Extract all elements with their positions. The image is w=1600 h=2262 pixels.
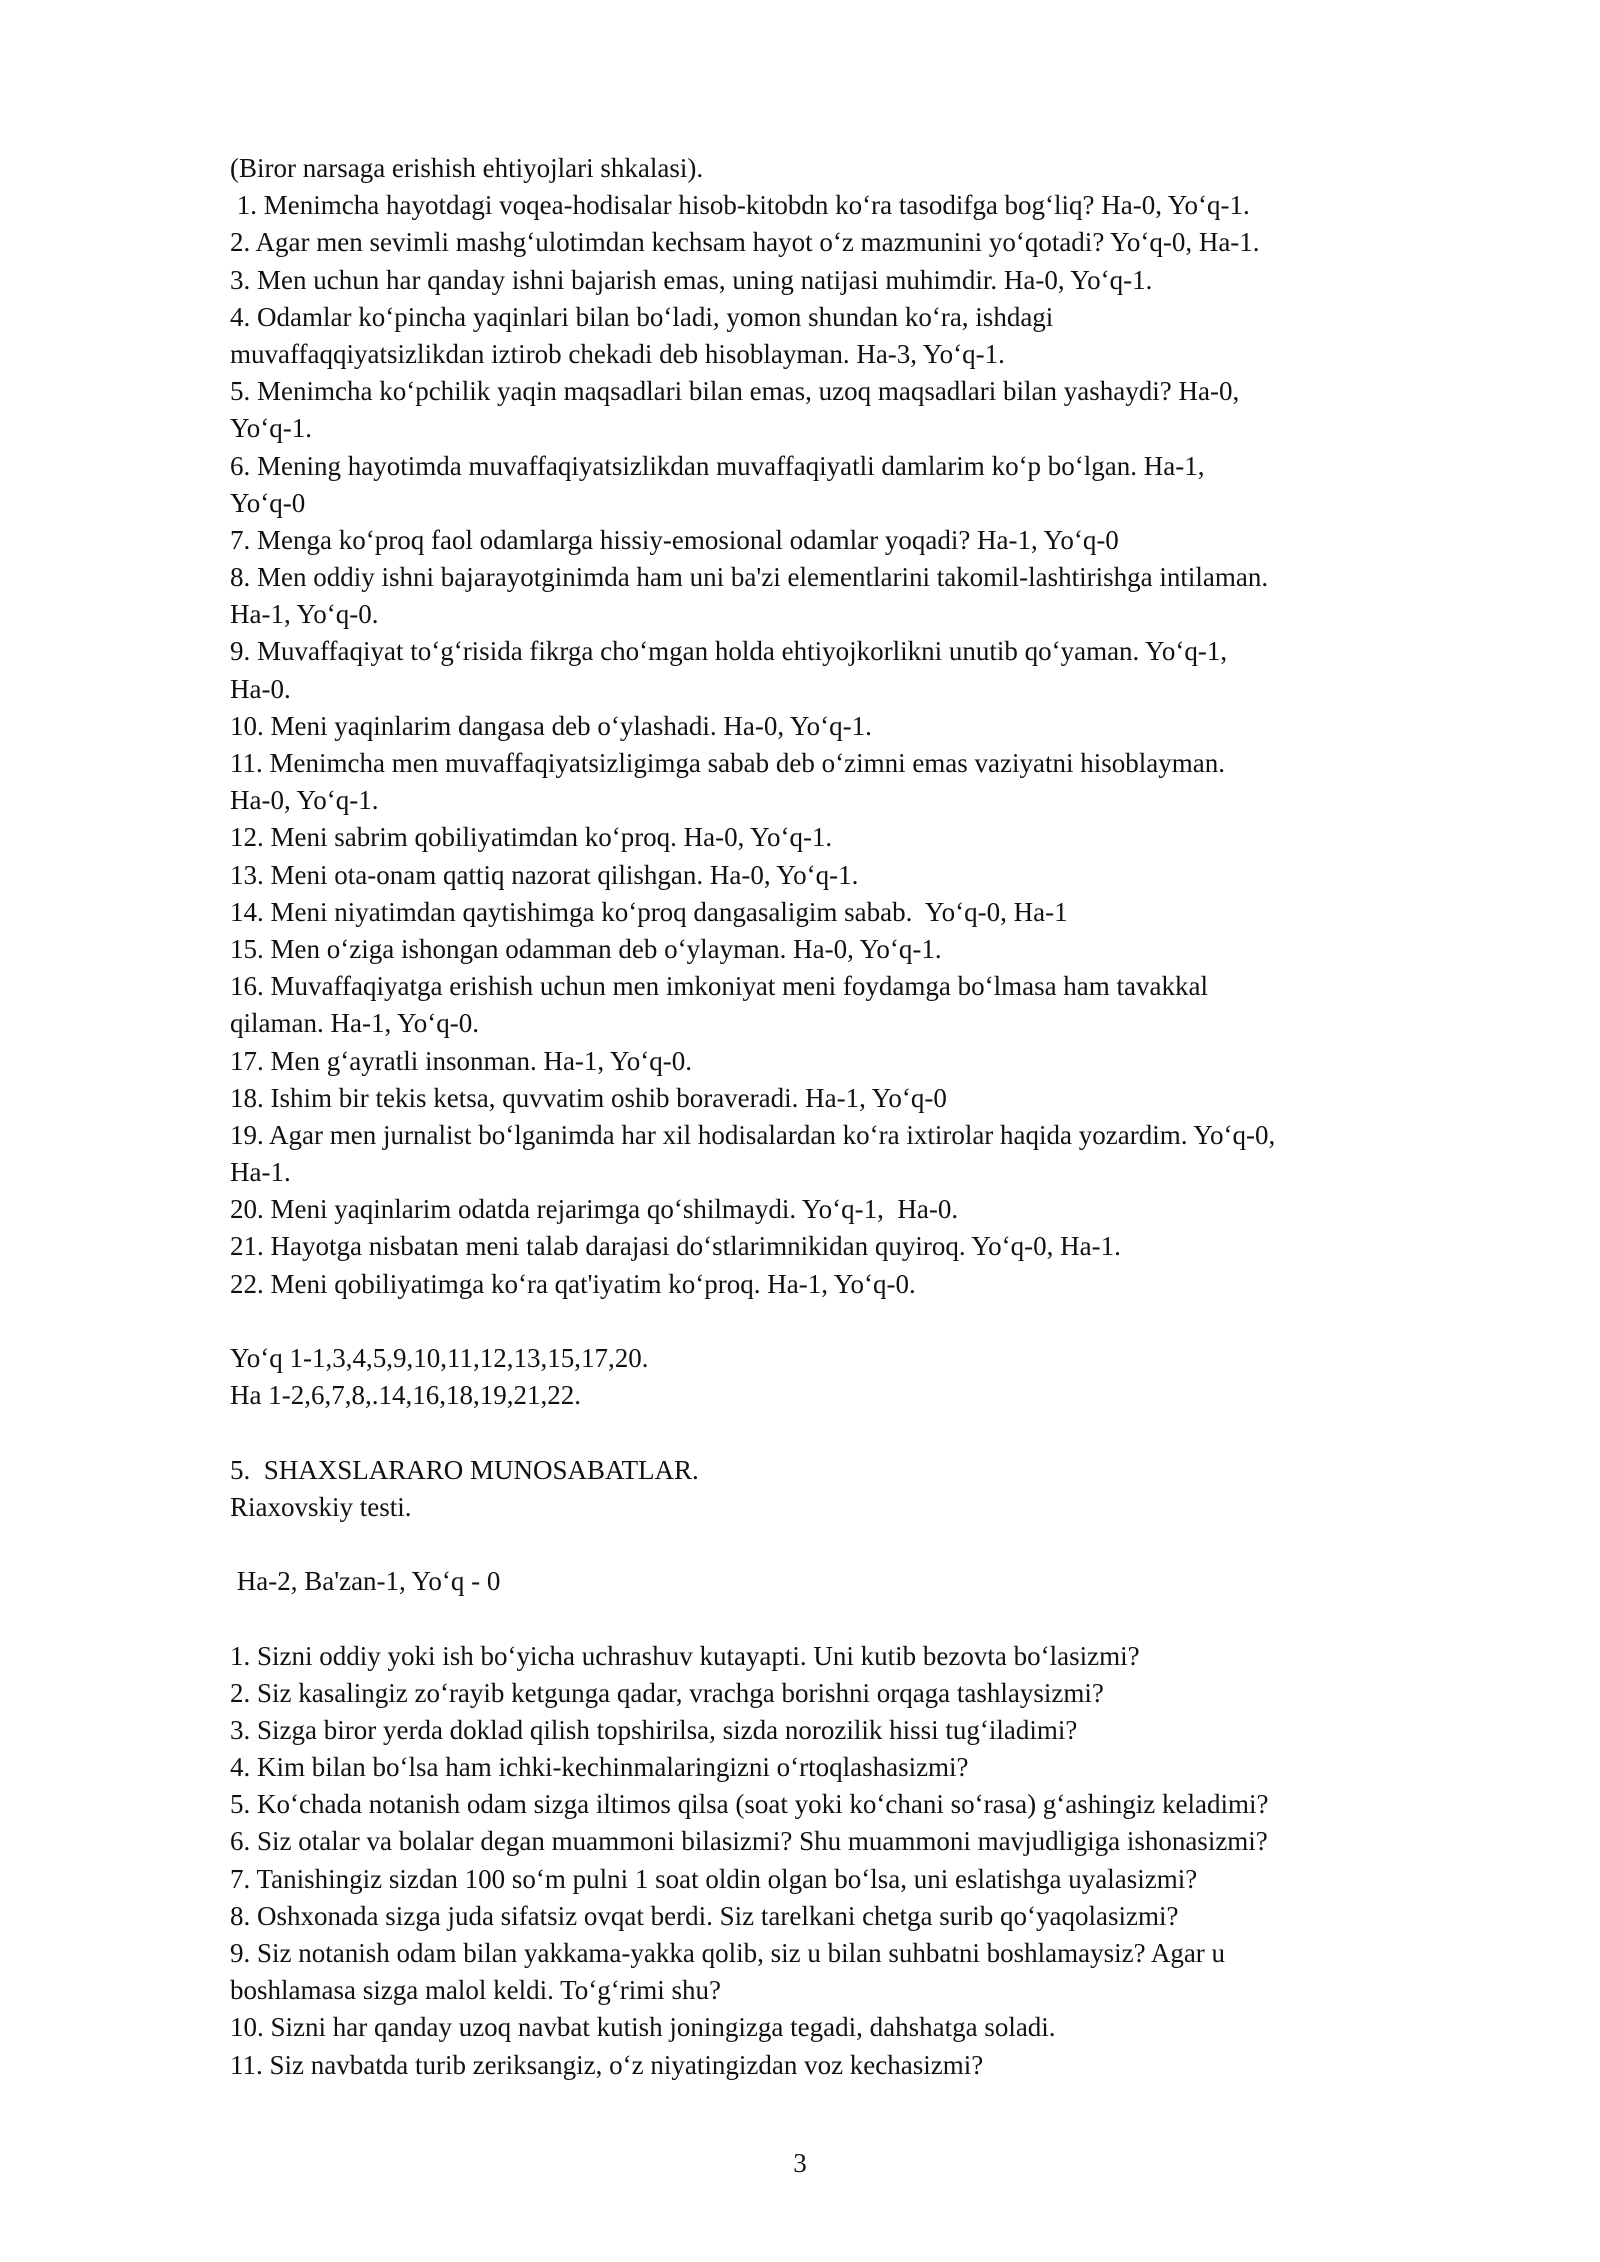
- text-line: Yo‘q 1-1,3,4,5,9,10,11,12,13,15,17,20.: [230, 1343, 649, 1373]
- text-line: Ha 1-2,6,7,8,.14,16,18,19,21,22.: [230, 1380, 581, 1411]
- text-line: 1. Menimcha hayotdagi voqea-hodisalar hisob-kitobdn ko‘ra tasodifga bog‘liq? Ha-0, Yo‘q-1.: [230, 190, 1250, 221]
- text-line: 3. Sizga biror yerda doklad qilish topshirilsa, sizda norozilik hissi tug‘iladimi?: [230, 1714, 1078, 1745]
- document-body: [230, 150, 1500, 2084]
- text-line: 6. Mening hayotimda muvaffaqiyatsizlikdan muvaffaqiyatli damlarim ko‘p bo‘lgan. Ha-1,: [230, 450, 1205, 481]
- text-line: 12. Meni sabrim qobiliyatimdan ko‘proq. Ha-0, Yo‘q-1.: [230, 822, 833, 853]
- text-line: 10. Meni yaqinlarim dangasa deb o‘ylashadi. Ha-0, Yo‘q-1.: [230, 710, 872, 741]
- blank-line: [230, 1303, 1500, 1340]
- text-line: 8. Men oddiy ishni bajarayotginimda ham uni ba'zi elementlarini takomil-lashtirishga intilaman.: [230, 562, 1269, 593]
- text-line: 17. Men g‘ayratli insonman. Ha-1, Yo‘q-0.: [230, 1045, 692, 1076]
- blank-line: [230, 1600, 1500, 1637]
- page-number: 3: [793, 2148, 807, 2178]
- text-line: 15. Men o‘ziga ishongan odamman deb o‘ylayman. Ha-0, Yo‘q-1.: [230, 933, 942, 964]
- text-line: Yo‘q-0: [230, 487, 306, 518]
- text-line: 4. Odamlar ko‘pincha yaqinlari bilan bo‘ladi, yomon shundan ko‘ra, ishdagi: [230, 301, 1054, 332]
- text-line: 8. Oshxonada sizga juda sifatsiz ovqat berdi. Siz tarelkani chetga surib qo‘yaqolasizmi?: [230, 1900, 1179, 1931]
- text-line: 19. Agar men jurnalist bo‘lganimda har xil hodisalardan ko‘ra ixtirolar haqida yozardim. Yo‘q-0,: [230, 1119, 1276, 1150]
- text-line: 4. Kim bilan bo‘lsa ham ichki-kechinmalaringizni o‘rtoqlashasizmi?: [230, 1752, 969, 1783]
- text-line: (Biror narsaga erishish ehtiyojlari shkalasi).: [230, 153, 704, 183]
- blank-line: [230, 1526, 1500, 1563]
- text-line: 7. Menga ko‘proq faol odamlarga hissiy-emosional odamlar yoqadi? Ha-1, Yo‘q-0: [230, 524, 1119, 555]
- text-line: 18. Ishim bir tekis ketsa, quvvatim oshib boraveradi. Ha-1, Yo‘q-0: [230, 1082, 947, 1113]
- text-line: 22. Meni qobiliyatimga ko‘ra qat'iyatim ko‘proq. Ha-1, Yo‘q-0.: [230, 1268, 916, 1299]
- text-line: 5. Ko‘chada notanish odam sizga iltimos qilsa (soat yoki ko‘chani so‘rasa) g‘ashingiz keladimi?: [230, 1789, 1269, 1820]
- text-line: 10. Sizni har qanday uzoq navbat kutish joningizga tegadi, dahshatga soladi.: [230, 2012, 1056, 2043]
- text-line: 5. Menimcha ko‘pchilik yaqin maqsadlari bilan emas, uzoq maqsadlari bilan yashaydi? Ha-0,: [230, 376, 1240, 407]
- text-line: 11. Menimcha men muvaffaqiyatsizligimga sabab deb o‘zimni emas vaziyatni hisoblayman.: [230, 748, 1225, 778]
- text-line: Riaxovskiy testi.: [230, 1491, 412, 1522]
- text-line: 21. Hayotga nisbatan meni talab darajasi do‘stlarimnikidan quyiroq. Yo‘q-0, Ha-1.: [230, 1231, 1121, 1262]
- text-line: 9. Muvaffaqiyat to‘g‘risida fikrga cho‘mgan holda ehtiyojkorlikni unutib qo‘yaman. Yo‘q-1,: [230, 636, 1228, 667]
- text-line: Ha-0.: [230, 673, 291, 704]
- text-line: 5. SHAXSLARARO MUNOSABATLAR.: [230, 1454, 699, 1485]
- text-line: 6. Siz otalar va bolalar degan muammoni bilasizmi? Shu muammoni mavjudligiga ishonasizmi?: [230, 1826, 1268, 1857]
- text-line: 20. Meni yaqinlarim odatda rejarimga qo‘shilmaydi. Yo‘q-1, Ha-0.: [230, 1194, 959, 1225]
- text-line: 11. Siz navbatda turib zeriksangiz, o‘z niyatingizdan voz kechasizmi?: [230, 2049, 984, 2080]
- text-line: 16. Muvaffaqiyatga erishish uchun men imkoniyat meni foydamga bo‘lmasa ham tavakkal: [230, 971, 1208, 1002]
- text-line: 7. Tanishingiz sizdan 100 so‘m pulni 1 soat oldin olgan bo‘lsa, uni eslatishga uyalasizmi?: [230, 1863, 1198, 1894]
- text-line: 9. Siz notanish odam bilan yakkama-yakka qolib, siz u bilan suhbatni boshlamaysiz? Agar u: [230, 1938, 1226, 1968]
- text-line: Yo‘q-1.: [230, 413, 313, 444]
- text-line: Ha-0, Yo‘q-1.: [230, 785, 379, 816]
- text-line: muvaffaqqiyatsizlikdan iztirob chekadi deb hisoblayman. Ha-3, Yo‘q-1.: [230, 338, 1005, 369]
- text-line: qilaman. Ha-1, Yo‘q-0.: [230, 1008, 479, 1039]
- text-line: 13. Meni ota-onam qattiq nazorat qilishgan. Ha-0, Yo‘q-1.: [230, 859, 859, 890]
- text-line: 2. Agar men sevimli mashg‘ulotimdan kechsam hayot o‘z mazmunini yo‘qotadi? Yo‘q-0, Ha-1.: [230, 227, 1260, 258]
- text-line: 3. Men uchun har qanday ishni bajarish emas, uning natijasi muhimdir. Ha-0, Yo‘q-1.: [230, 264, 1153, 295]
- text-line: Ha-1, Yo‘q-0.: [230, 599, 379, 630]
- text-line: Ha-1.: [230, 1157, 291, 1188]
- blank-line: [230, 1414, 1500, 1451]
- text-line: Ha-2, Ba'zan-1, Yo‘q - 0: [230, 1566, 501, 1597]
- text-line: 2. Siz kasalingiz zo‘rayib ketgunga qadar, vrachga borishni orqaga tashlaysizmi?: [230, 1677, 1104, 1708]
- text-line: 1. Sizni oddiy yoki ish bo‘yicha uchrashuv kutayapti. Uni kutib bezovta bo‘lasizmi?: [230, 1640, 1140, 1671]
- text-line: boshlamasa sizga malol keldi. To‘g‘rimi shu?: [230, 1975, 722, 2006]
- text-line: 14. Meni niyatimdan qaytishimga ko‘proq dangasaligim sabab. Yo‘q-0, Ha-1: [230, 896, 1068, 927]
